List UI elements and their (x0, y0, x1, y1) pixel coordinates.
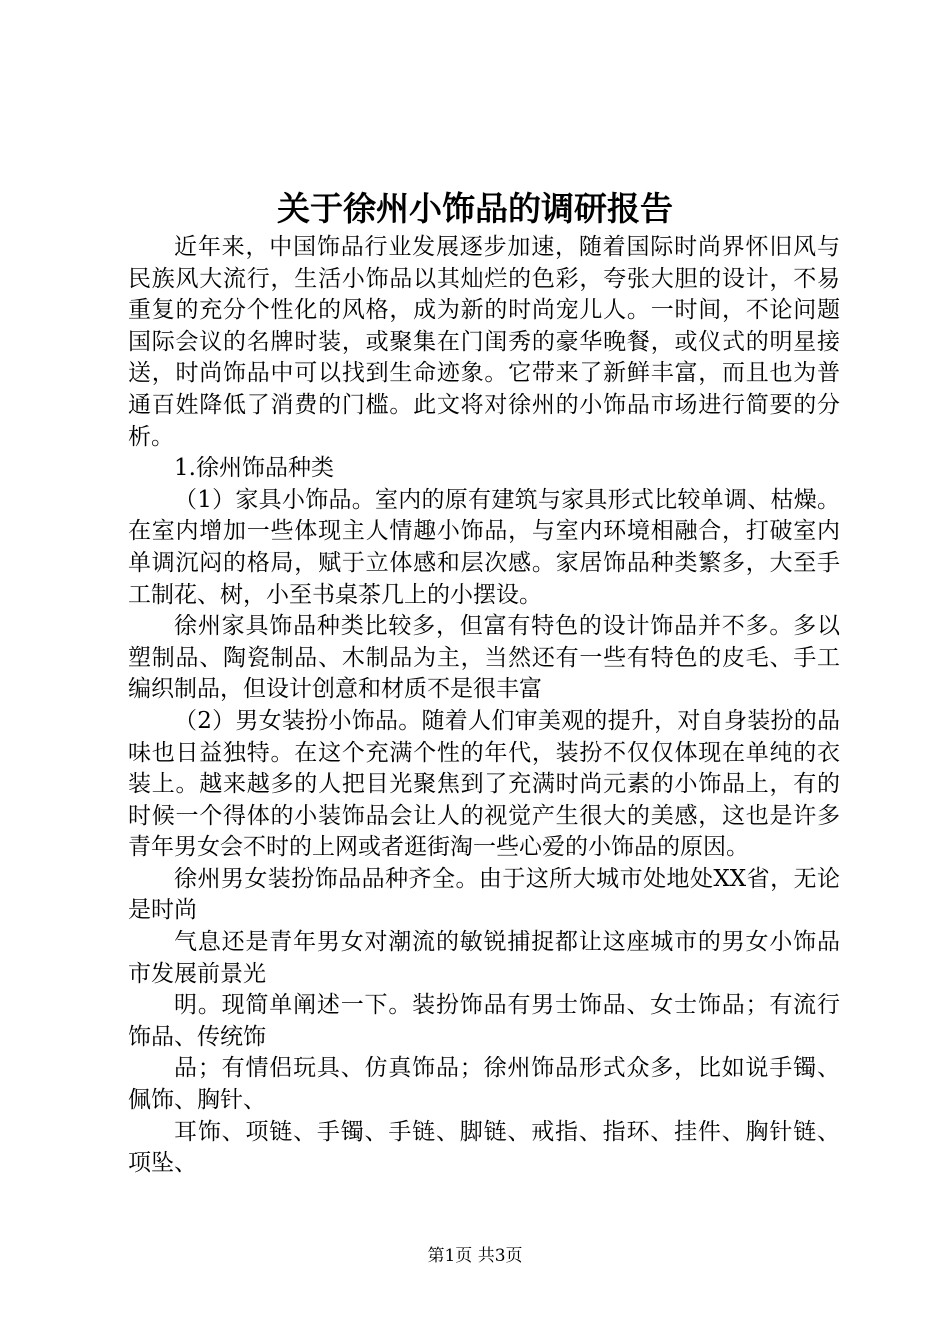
paragraph-xuzhou-accessories-1: 徐州男女装扮饰品品种齐全。由于这所大城市处地处XX省，无论是时尚 (128, 865, 840, 924)
paragraph-intro: 近年来，中国饰品行业发展逐步加速，随着国际时尚界怀旧风与民族风大流行，生活小饰品以其灿烂的色彩，夸张大胆的设计，不易重复的充分个性化的风格，成为新的时尚宠儿人。一时间，不论问题国际会议的名牌时装，或聚集在门闺秀的豪华晚餐，或仪式的明星接送，时尚饰品中可以找到生命迹象。它带来了新鲜丰富，而且也为普通百姓降低了消费的门槛。此文将对徐州的小饰品市场进行简要的分析。 (128, 234, 840, 450)
paragraph-personal-accessories: （2）男女装扮小饰品。随着人们审美观的提升，对自身装扮的品味也日益独特。在这个充满个性的年代，装扮不仅仅体现在单纯的衣装上。越来越多的人把目光聚焦到了充满时尚元素的小饰品上，有的时候一个得体的小装饰品会让人的视觉产生很大的美感，这也是许多青年男女会不时的上网或者逛街淘一些心爱的小饰品的原因。 (128, 707, 840, 861)
paragraph-home-decor: （1）家具小饰品。室内的原有建筑与家具形式比较单调、枯燥。在室内增加一些体现主人情趣小饰品，与室内环境相融合，打破室内单调沉闷的格局，赋于立体感和层次感。家居饰品种类繁多，大至手工制花、树，小至书桌茶几上的小摆设。 (128, 486, 840, 608)
section-heading-categories: 1.徐州饰品种类 (174, 455, 334, 482)
page-number-footer: 第1页 共3页 (427, 1246, 523, 1266)
paragraph-xuzhou-accessories-3: 明。现简单阐述一下。装扮饰品有男士饰品、女士饰品；有流行饰品、传统饰 (128, 992, 840, 1050)
paragraph-xuzhou-accessories-5: 耳饰、项链、手镯、手链、脚链、戒指、指环、挂件、胸针链、项坠、 (128, 1118, 840, 1177)
paragraph-home-decor-xuzhou: 徐州家具饰品种类比较多，但富有特色的设计饰品并不多。多以塑制品、陶瓷制品、木制品为主，当然还有一些有特色的皮毛、手工编织制品，但设计创意和材质不是很丰富 (128, 613, 840, 703)
document-body (128, 232, 840, 1180)
paragraph-xuzhou-accessories-2: 气息还是青年男女对潮流的敏锐捕捉都让这座城市的男女小饰品市发展前景光 (128, 929, 840, 987)
document-title: 关于徐州小饰品的调研报告 (277, 189, 673, 228)
paragraph-xuzhou-accessories-4: 品；有情侣玩具、仿真饰品；徐州饰品形式众多，比如说手镯、佩饰、胸针、 (128, 1055, 840, 1114)
